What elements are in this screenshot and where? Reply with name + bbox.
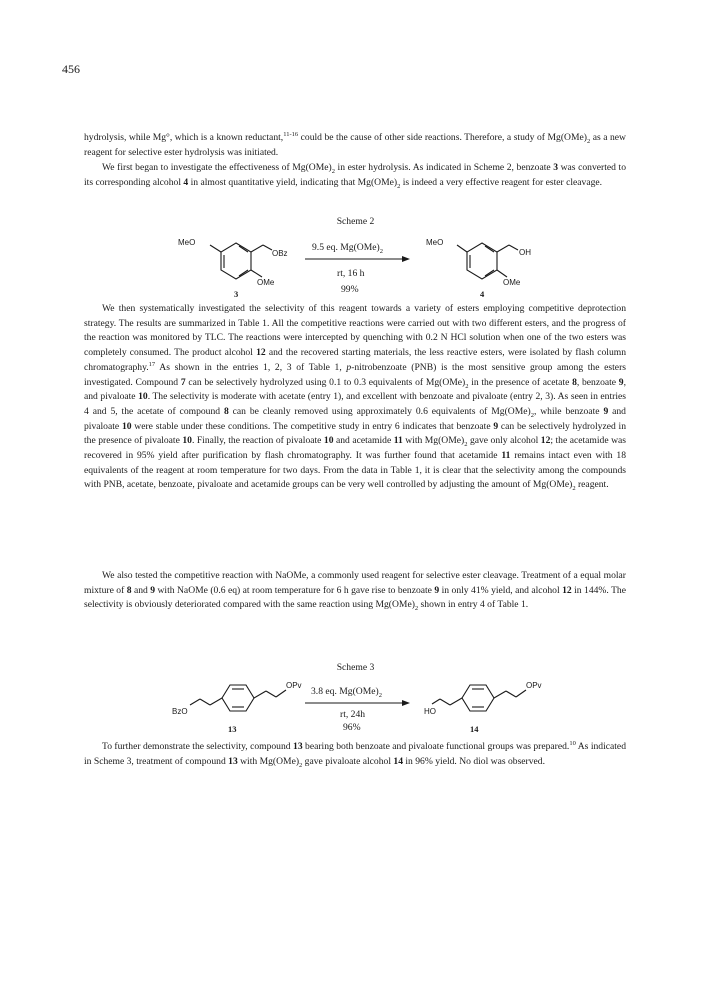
scheme3-yield: 96% [343,722,361,733]
scheme2-reagent: 9.5 eq. $Mg(OMe)_2$ [312,242,383,255]
scheme3-bzo-label: BzO [172,707,188,716]
paragraph-scheme2-intro: We first began to investigate the effectiveness of $Mg(OMe)_2$ in ester hydrolysis. As indicated in Scheme 2, benzoate 3 was converted to its corresponding alcohol 4 in almost quantitative yield, indicating that $Mg(OMe)_2$ is indeed a very effective reagent for ester cleavage. [84,162,626,190]
page-number: 456 [62,62,80,76]
scheme2-arrowhead [402,256,410,262]
scheme3 [0,672,711,738]
scheme3-opv-label: OPv [286,681,302,690]
scheme3-product-structure [432,685,526,711]
scheme3-product-opv-label: OPv [526,681,542,690]
scheme2-compound-3: 3 [234,289,239,299]
paragraph-intro: hydrolysis, while Mg°, which is a known reductant,$^{11-16}$ could be the cause of other side reactions. Therefore, a study of $Mg(OMe)_2$ as a new reagent for selective ester hydrolysis was initiated. [84,130,626,158]
scheme2-ome-label: OMe [257,278,275,287]
scheme2-oh-label: OH [519,248,531,257]
scheme2-product-ome-label: OMe [503,278,521,287]
paragraph-naome: We also tested the competitive reaction with NaOMe, a commonly used reagent for selective ester cleavage. Treatment of a equal molar mixture of 8 and 9 with NaOMe (0.6 eq) at room temperature for 6 h gave rise to benzoate 9 in only 41% yield, and alcohol 12 in 144%. The selectivity is obviously deteriorated compared with the same reaction using $Mg(OMe)_2$ shown in entry 4 of Table 1. [84,570,626,613]
scheme2-meo-label: MeO [178,238,196,247]
scheme3-conditions: rt, 24h [340,709,366,720]
scheme2 [0,228,711,300]
scheme3-ho-label: HO [424,707,436,716]
scheme2-product-meo-label: MeO [426,238,444,247]
paragraph-selectivity: We then systematically investigated the selectivity of this reagent towards a variety of esters employing competitive deprotection strategy. The results are summarized in Table 1. All the competitive reactions were carried out with two different esters, and the progress of the reaction was monitored by TLC. The reactions were intercepted by quenching with 0.2 N HCl solution when one of the two esters was completely consumed. The product alcohol 12 and the recovered starting materials, the less reactive esters, were isolated by flash column chromatography.$^{17}$ As shown in the entries 1, 2, 3 of Table 1, p-nitrobenzoate (PNB) is the most sensitive group among the esters investigated. Compound 7 can be selectively hydrolyzed using 0.1 to 0.3 equivalents of $Mg(OMe)_2$ in the presence of acetate 8, benzoate 9, and pivaloate 10. The selectivity is moderate with acetate (entry 1), and excellent with benzoate and pivaloate (entry 2, 3). As seen in entries 4 and 5, the acetate of compound 8 can be cleanly removed using approximately 0.6 equivalents of $Mg(OMe)_2$, while benzoate 9 and pivaloate 10 were stable under these conditions. The competitive study in entry 6 indicates that benzoate 9 can be selectively hydrolyzed in the presence of pivaloate 10. Finally, the reaction of pivaloate 10 and acetamide 11 with $Mg(OMe)_2$ gave only alcohol 12; the acetamide was recovered in 95% yield after purification by flash chromatography. It was further found that acetamide 11 remains intact even with 18 equivalents of the reagent at room temperature for two days. From the data in Table 1, it is clear that the selectivity among the compounds with PNB, acetate, benzoate, pivaloate and acetamide groups can be very well controlled by adjusting the amount of $Mg(OMe)_2$ reagent. [84,303,627,493]
scheme2-obz-label: OBz [272,249,288,258]
scheme3-arrowhead [402,700,410,706]
scheme2-conditions: rt, 16 h [337,268,365,279]
scheme2-product-structure [457,243,518,279]
scheme3-title: Scheme 3 [336,662,375,673]
scheme2-reactant-structure [210,243,272,279]
scheme3-compound-13: 13 [228,724,237,734]
scheme2-title: Scheme 2 [336,216,375,227]
scheme3-reactant-structure [190,685,286,711]
scheme3-reagent: 3.8 eq. $Mg(OMe)_2$ [311,686,382,699]
scheme2-compound-4: 4 [480,289,485,299]
paragraph-scheme3-conclusion: To further demonstrate the selectivity, compound 13 bearing both benzoate and pivaloate functional groups was prepared.$^{10}$ As indicated in Scheme 3, treatment of compound 13 with $Mg(OMe)_2$ gave pivaloate alcohol 14 in 96% yield. No diol was observed. [84,739,626,769]
scheme2-yield: 99% [341,284,359,295]
scheme3-compound-14: 14 [470,724,479,734]
